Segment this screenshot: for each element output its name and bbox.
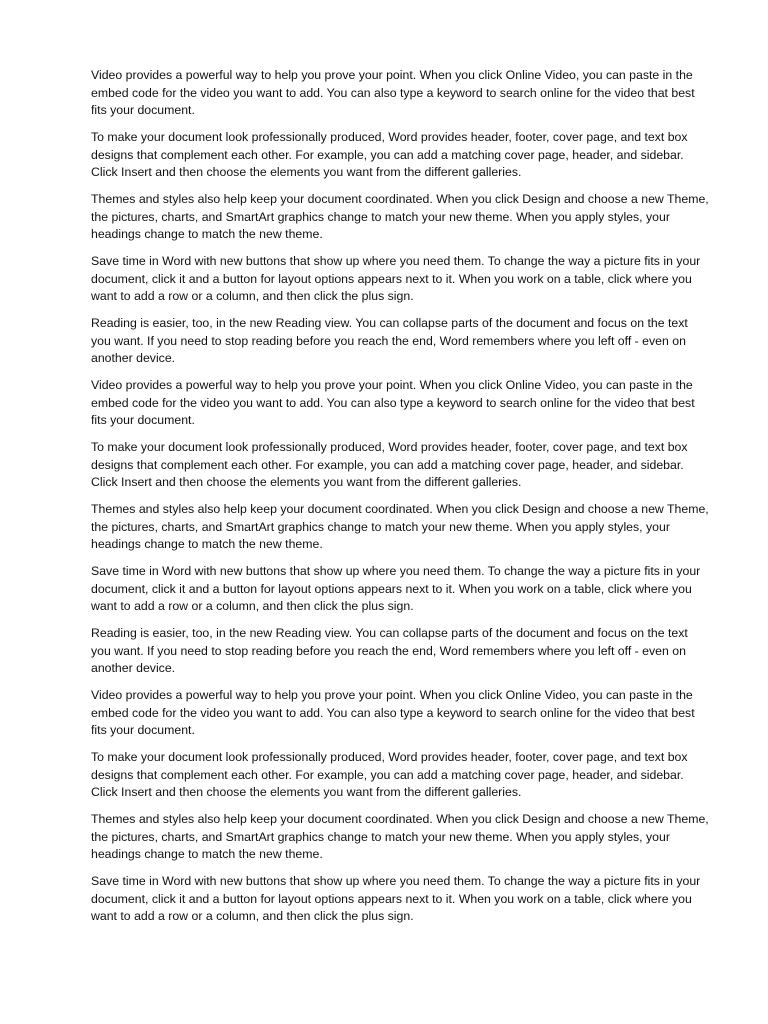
paragraph: To make your document look professionally produced, Word provides header, footer, cover page, and text box designs that complement each other. For example, you can add a matching cover page, header, and sidebar. Click Insert and then choose the elements you want from the different galleries. — [91, 440, 688, 489]
paragraph: Themes and styles also help keep your document coordinated. When you click Design and choose a new Theme, the pictures, charts, and SmartArt graphics change to match your new theme. When you apply styles, your headings change to match the new theme. — [91, 192, 709, 241]
paragraph: Save time in Word with new buttons that show up where you need them. To change the way a picture fits in your document, click it and a button for layout options appears next to it. When you work on a table, click where you want to add a row or a column, and then click the plus sign. — [91, 254, 701, 303]
paragraph: Reading is easier, too, in the new Reading view. You can collapse parts of the document and focus on the text you want. If you need to stop reading before you reach the end, Word remembers where you left off - even on another device. — [91, 316, 688, 365]
paragraph: Video provides a powerful way to help you prove your point. When you click Online Video, you can paste in the embed code for the video you want to add. You can also type a keyword to search online for the video that best fits your document. — [91, 378, 695, 427]
paragraph: Save time in Word with new buttons that show up where you need them. To change the way a picture fits in your document, click it and a button for layout options appears next to it. When you work on a table, click where you want to add a row or a column, and then click the plus sign. — [91, 564, 701, 613]
paragraph: To make your document look professionally produced, Word provides header, footer, cover page, and text box designs that complement each other. For example, you can add a matching cover page, header, and sidebar. Click Insert and then choose the elements you want from the different galleries. — [91, 750, 688, 799]
paragraph: To make your document look professionally produced, Word provides header, footer, cover page, and text box designs that complement each other. For example, you can add a matching cover page, header, and sidebar. Click Insert and then choose the elements you want from the different galleries. — [91, 130, 688, 179]
paragraph: Video provides a powerful way to help you prove your point. When you click Online Video, you can paste in the embed code for the video you want to add. You can also type a keyword to search online for the video that best fits your document. — [91, 68, 695, 117]
paragraph: Reading is easier, too, in the new Reading view. You can collapse parts of the document and focus on the text you want. If you need to stop reading before you reach the end, Word remembers where you left off - even on another device. — [91, 626, 688, 675]
paragraph: Themes and styles also help keep your document coordinated. When you click Design and choose a new Theme, the pictures, charts, and SmartArt graphics change to match your new theme. When you apply styles, your headings change to match the new theme. — [91, 812, 709, 861]
paragraph: Video provides a powerful way to help you prove your point. When you click Online Video, you can paste in the embed code for the video you want to add. You can also type a keyword to search online for the video that best fits your document. — [91, 688, 695, 737]
paragraph: Save time in Word with new buttons that show up where you need them. To change the way a picture fits in your document, click it and a button for layout options appears next to it. When you work on a table, click where you want to add a row or a column, and then click the plus sign. — [91, 874, 701, 923]
document-body — [91, 67, 711, 935]
paragraph: Themes and styles also help keep your document coordinated. When you click Design and choose a new Theme, the pictures, charts, and SmartArt graphics change to match your new theme. When you apply styles, your headings change to match the new theme. — [91, 502, 709, 551]
